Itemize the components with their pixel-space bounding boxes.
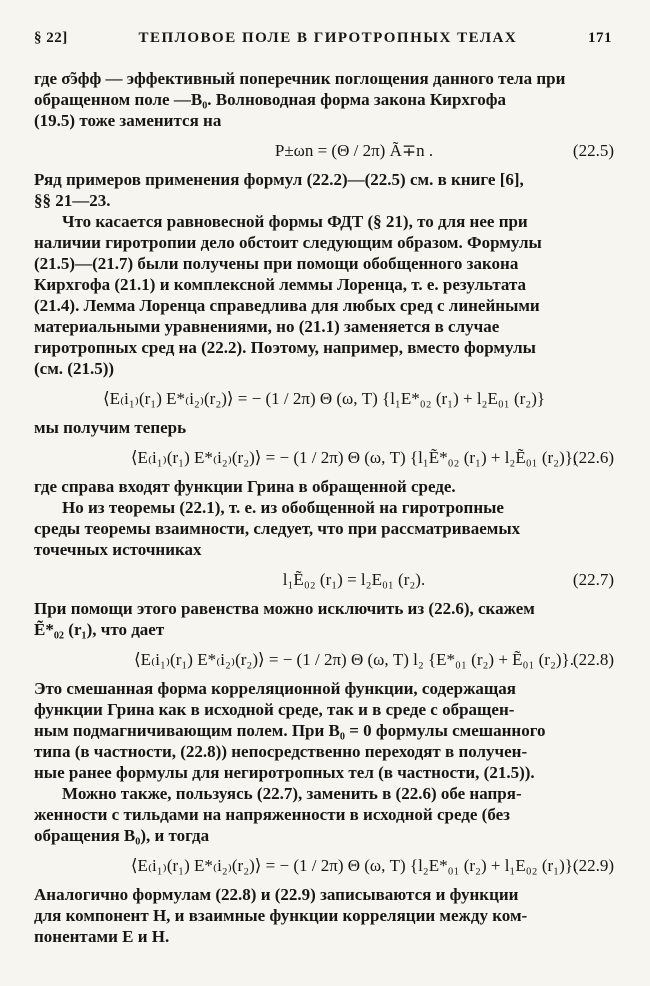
text-line: женности с тильдами на напряженности в исходной среде (без [34,805,510,824]
equation-number: (22.6) [572,447,614,467]
text-line: (21.5)—(21.7) были получены при помощи обобщенного закона [34,254,519,273]
text-line: где σ̃эфф — эффективный поперечник поглощения данного тела при [34,69,566,88]
text-line: (21.4). Лемма Лоренца справедлива для любых сред с линейными [34,296,540,315]
equation-number: (22.9) [572,855,614,875]
text-line: среды теоремы взаимности, следует, что при рассматриваемых [34,519,521,538]
text-line: ным подмагничивающим полем. При B₀ = 0 формулы смешанного [34,721,546,740]
text-line: Кирхгофа (21.1) и комплексной леммы Лоренца, т. е. результата [34,275,527,294]
equation-22-7: l₁Ẽ₀₂ (r₁) = l₂E₀₁ (r₂). (22.7) [282,569,614,589]
text-line: Ряд примеров применения формул (22.2)—(22.5) см. в книге [6], [34,170,524,189]
page-body [34,68,614,947]
text-line: (19.5) тоже заменится на [34,111,222,130]
equation-number: (22.7) [572,569,614,589]
section-ref: § 22] [34,30,68,46]
text-line: типа (в частности, (22.8)) непосредственно переходят в получен- [34,742,528,761]
text-line: гиротропных сред на (22.2). Поэтому, например, вместо формулы [34,338,536,357]
equation-number: (22.5) [572,140,614,160]
equation-22-5: P±ωn = (Θ / 2π) Ã∓n . (22.5) [274,140,614,160]
text-line: (см. (21.5)) [34,359,115,378]
text-line: наличии гиротропии дело обстоит следующим образом. Формулы [34,233,542,252]
equation-unnumbered: ⟨E₍i₁₎(r₁) E*₍i₂₎(r₂)⟩ = − (1 / 2π) Θ (ω, T) {l₁E*₀₂ (r₁) + l₂E₀₁ (r₂)} [102,388,546,408]
text-line: где справа входят функции Грина в обращенной среде. [34,477,456,496]
equation-22-6: ⟨E₍i₁₎(r₁) E*₍i₂₎(r₂)⟩ = − (1 / 2π) Θ (ω, T) {l₁Ẽ*₀₂ (r₁) + l₂Ẽ₀₁ (r₂)}, (22.6) [130,447,614,467]
text-line: обращения B₀), и тогда [34,826,210,845]
text-line: Ẽ*₀₂ (r₁), что дает [34,620,165,639]
text-line: материальными уравнениями, но (21.1) заменяется в случае [34,317,500,336]
text-line: функции Грина как в исходной среде, так и в среде с обращен- [34,700,515,719]
text-line: обращенном поле —B₀. Волноводная форма закона Кирхгофа [34,90,506,109]
text-line: Это смешанная форма корреляционной функции, содержащая [34,679,516,698]
text-line: точечных источниках [34,540,202,559]
text-line: Но из теоремы (22.1), т. е. из обобщенной на гиротропные [62,498,504,517]
text-line: Можно также, пользуясь (22.7), заменить в (22.6) обе напря- [62,784,522,803]
equation-number: (22.8) [572,649,614,669]
equation-22-8: ⟨E₍i₁₎(r₁) E*₍i₂₎(r₂)⟩ = − (1 / 2π) Θ (ω, T) l₂ {E*₀₁ (r₂) + Ẽ₀₁ (r₂)}. (22.8) [134,649,614,669]
running-title: ТЕПЛОВОЕ ПОЛЕ В ГИРОТРОПНЫХ ТЕЛАХ [138,30,518,46]
running-header [34,30,612,47]
text-line: для компонент H, и взаимные функции корреляции между ком- [34,906,528,925]
text-line: При помощи этого равенства можно исключить из (22.6), скажем [34,599,535,618]
text-line: мы получим теперь [34,418,187,437]
text-line: ные ранее формулы для негиротропных тел (в частности, (21.5)). [34,763,535,782]
text-line: Что касается равновесной формы ФДТ (§ 21), то для нее при [62,212,528,231]
text-line: понентами E и H. [34,927,170,946]
text-line: §§ 21—23. [34,191,111,210]
equation-22-9: ⟨E₍i₁₎(r₁) E*₍i₂₎(r₂)⟩ = − (1 / 2π) Θ (ω, T) {l₂E*₀₁ (r₂) + l₁E₀₂ (r₁)}. (22.9) [130,855,614,875]
text-line: Аналогично формулам (22.8) и (22.9) записываются и функции [34,885,519,904]
page-number: 171 [587,30,612,46]
